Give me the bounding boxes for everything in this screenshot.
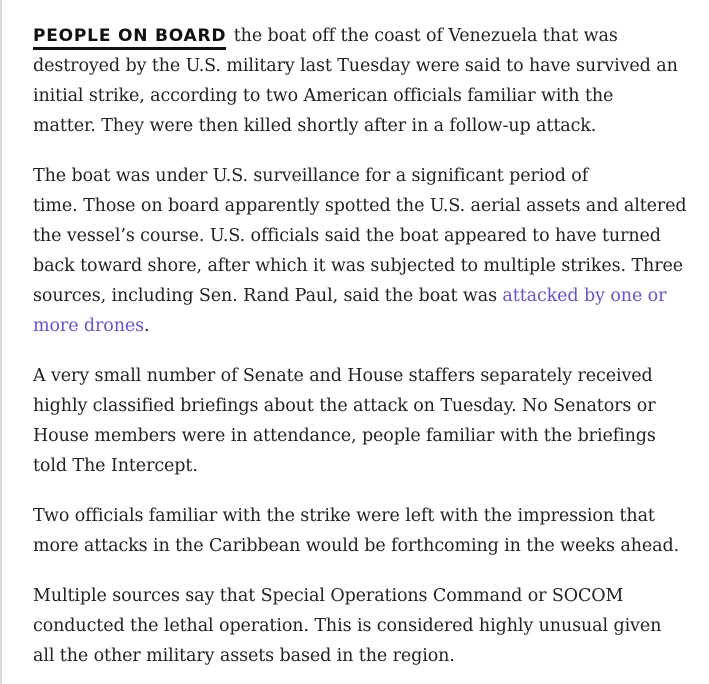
paragraph-4-text: Two officials familiar with the strike were left with the impression that more attacks in the Caribbean would be forthcoming in the weeks ahead. bbox=[33, 506, 680, 556]
paragraph-2-tail: . bbox=[144, 316, 150, 336]
article-paragraph-1 bbox=[33, 21, 705, 141]
paragraph-2-text: The boat was under U.S. surveillance for a significant period of time. Those on board apparently spotted the U.S. aerial assets and altered the vessel’s course. U.S. officials said the boat appeared to have turned back toward shore, after which it was subjected to multiple strikes. Three sources, including Sen. Rand Paul, said the boat was bbox=[33, 166, 687, 306]
article-paragraph-2 bbox=[33, 161, 705, 341]
article-paragraph-5 bbox=[33, 581, 705, 671]
section-kicker: PEOPLE ON BOARD bbox=[33, 26, 226, 50]
paragraph-1-text: the boat off the coast of Venezuela that was destroyed by the U.S. military last Tuesday were said to have survived an initial strike, according to two American officials familiar with the matter. They were then killed shortly after in a follow-up attack. bbox=[33, 26, 678, 136]
article-paragraph-4 bbox=[33, 501, 705, 561]
paragraph-5-text: Multiple sources say that Special Operations Command or SOCOM conducted the lethal operation. This is considered highly unusual given all the other military assets based in the region. bbox=[33, 586, 662, 666]
drones-article-link[interactable]: attacked by one or more drones bbox=[33, 286, 667, 336]
article-paragraph-3 bbox=[33, 361, 705, 481]
paragraph-3-text: A very small number of Senate and House staffers separately received highly classified briefings about the attack on Tuesday. No Senators or House members were in attendance, people familiar with the briefings told The Intercept. bbox=[33, 366, 656, 476]
